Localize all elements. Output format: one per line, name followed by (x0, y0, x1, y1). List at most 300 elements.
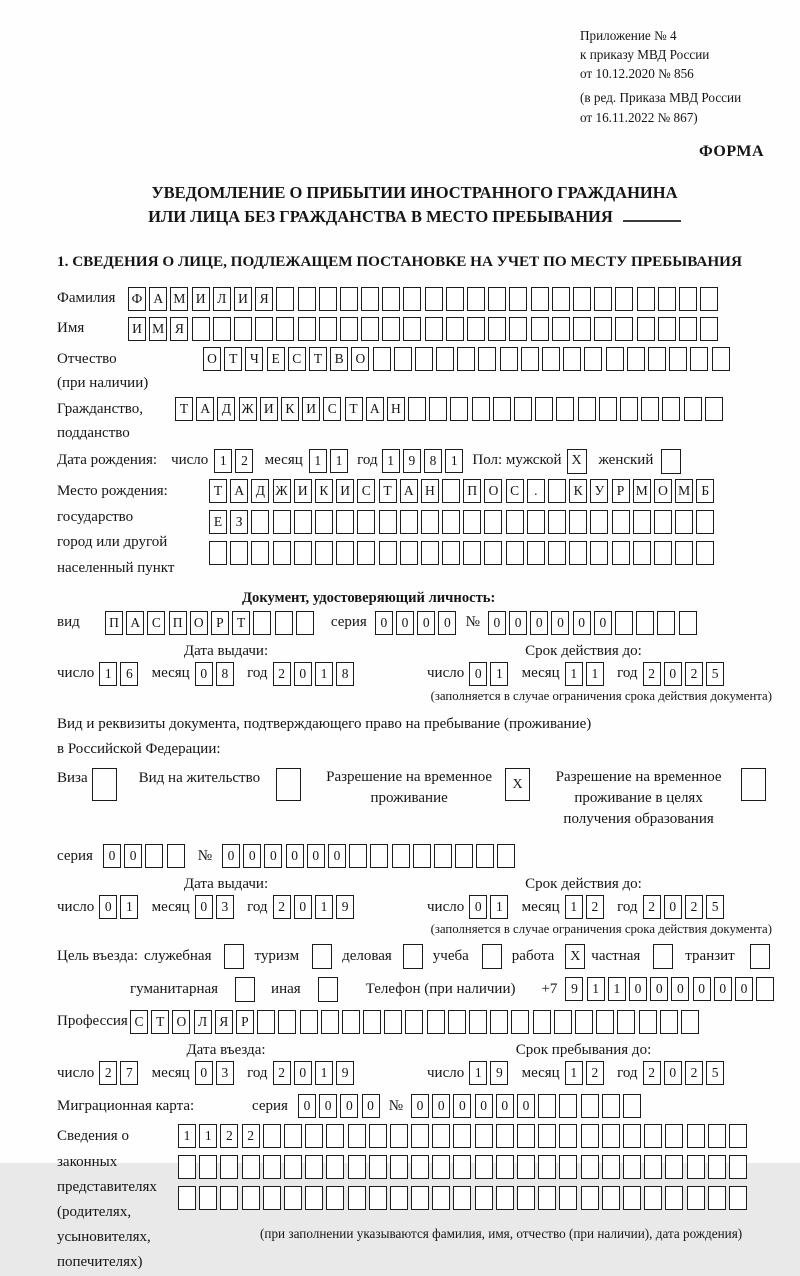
char-cell[interactable] (648, 347, 666, 371)
char-cell[interactable] (756, 977, 774, 1001)
char-cell[interactable] (361, 287, 379, 311)
char-cell[interactable] (590, 510, 608, 534)
purpose-chastnaya-checkbox[interactable] (653, 944, 673, 969)
char-cell[interactable] (349, 844, 367, 868)
char-cell[interactable] (278, 1010, 296, 1034)
char-cell[interactable]: 0 (103, 844, 121, 868)
char-cell[interactable] (478, 347, 496, 371)
purpose-sluzhebnaya-checkbox[interactable] (224, 944, 244, 969)
char-cell[interactable] (554, 1010, 572, 1034)
temp-permit-checkbox[interactable]: X (505, 768, 530, 801)
char-cell[interactable]: 3 (216, 895, 234, 919)
char-cell[interactable] (662, 397, 680, 421)
char-cell[interactable]: 0 (469, 895, 487, 919)
char-cell[interactable] (521, 347, 539, 371)
char-cell[interactable]: Т (309, 347, 327, 371)
char-cell[interactable] (531, 287, 549, 311)
char-cell[interactable]: С (130, 1010, 148, 1034)
char-cell[interactable] (684, 397, 702, 421)
char-cell[interactable]: 0 (594, 611, 612, 635)
char-cell[interactable] (594, 317, 612, 341)
char-cell[interactable] (305, 1124, 323, 1148)
char-cell[interactable]: 0 (222, 844, 240, 868)
char-cell[interactable] (633, 510, 651, 534)
char-cell[interactable]: И (260, 397, 278, 421)
char-cell[interactable] (394, 347, 412, 371)
char-cell[interactable] (556, 397, 574, 421)
char-cell[interactable] (669, 347, 687, 371)
char-cell[interactable] (321, 1010, 339, 1034)
char-cell[interactable] (298, 317, 316, 341)
char-cell[interactable] (606, 347, 624, 371)
char-cell[interactable] (497, 844, 515, 868)
char-cell[interactable] (436, 347, 454, 371)
char-cell[interactable]: 9 (336, 895, 354, 919)
char-cell[interactable] (251, 541, 269, 565)
char-cell[interactable] (369, 1155, 387, 1179)
char-cell[interactable] (305, 1186, 323, 1210)
char-cell[interactable]: А (126, 611, 144, 635)
char-cell[interactable]: 0 (693, 977, 711, 1001)
char-cell[interactable] (294, 510, 312, 534)
char-cell[interactable] (511, 1010, 529, 1034)
char-cell[interactable]: П (169, 611, 187, 635)
char-cell[interactable]: С (147, 611, 165, 635)
char-cell[interactable] (348, 1186, 366, 1210)
char-cell[interactable] (298, 287, 316, 311)
char-cell[interactable] (538, 1155, 556, 1179)
char-cell[interactable]: 1 (315, 662, 333, 686)
char-cell[interactable] (535, 397, 553, 421)
char-cell[interactable]: 1 (586, 662, 604, 686)
char-cell[interactable] (213, 317, 231, 341)
char-cell[interactable] (363, 1010, 381, 1034)
char-cell[interactable]: 2 (273, 1061, 291, 1085)
char-cell[interactable] (326, 1186, 344, 1210)
char-cell[interactable]: 1 (565, 662, 583, 686)
char-cell[interactable] (660, 1010, 678, 1034)
char-cell[interactable] (506, 510, 524, 534)
char-cell[interactable] (506, 541, 524, 565)
char-cell[interactable] (432, 1186, 450, 1210)
char-cell[interactable] (581, 1186, 599, 1210)
char-cell[interactable] (348, 1155, 366, 1179)
char-cell[interactable] (484, 541, 502, 565)
char-cell[interactable] (596, 1010, 614, 1034)
char-cell[interactable]: С (288, 347, 306, 371)
char-cell[interactable]: З (230, 510, 248, 534)
char-cell[interactable]: К (315, 479, 333, 503)
char-cell[interactable] (340, 287, 358, 311)
char-cell[interactable] (658, 317, 676, 341)
char-cell[interactable] (552, 287, 570, 311)
char-cell[interactable] (411, 1186, 429, 1210)
char-cell[interactable] (392, 844, 410, 868)
char-cell[interactable]: 0 (551, 611, 569, 635)
char-cell[interactable] (627, 347, 645, 371)
char-cell[interactable]: 2 (685, 662, 703, 686)
char-cell[interactable]: О (351, 347, 369, 371)
char-cell[interactable] (421, 510, 439, 534)
char-cell[interactable] (411, 1155, 429, 1179)
char-cell[interactable] (675, 510, 693, 534)
char-cell[interactable]: 2 (99, 1061, 117, 1085)
char-cell[interactable]: В (330, 347, 348, 371)
char-cell[interactable]: 1 (608, 977, 626, 1001)
char-cell[interactable] (178, 1186, 196, 1210)
char-cell[interactable] (644, 1124, 662, 1148)
char-cell[interactable] (276, 317, 294, 341)
purpose-delovaya-checkbox[interactable] (403, 944, 423, 969)
char-cell[interactable]: 2 (220, 1124, 238, 1148)
char-cell[interactable]: 1 (445, 449, 463, 473)
char-cell[interactable]: Н (421, 479, 439, 503)
char-cell[interactable]: 9 (336, 1061, 354, 1085)
char-cell[interactable]: 1 (214, 449, 232, 473)
char-cell[interactable] (257, 1010, 275, 1034)
char-cell[interactable] (472, 397, 490, 421)
char-cell[interactable]: С (357, 479, 375, 503)
char-cell[interactable] (369, 1124, 387, 1148)
char-cell[interactable] (658, 287, 676, 311)
char-cell[interactable] (403, 287, 421, 311)
char-cell[interactable]: 1 (330, 449, 348, 473)
char-cell[interactable] (548, 510, 566, 534)
char-cell[interactable] (679, 611, 697, 635)
char-cell[interactable] (242, 1186, 260, 1210)
char-cell[interactable] (581, 1094, 599, 1118)
char-cell[interactable]: 0 (671, 977, 689, 1001)
char-cell[interactable]: Л (194, 1010, 212, 1034)
char-cell[interactable] (192, 317, 210, 341)
char-cell[interactable] (575, 1010, 593, 1034)
char-cell[interactable] (644, 1155, 662, 1179)
char-cell[interactable] (276, 287, 294, 311)
char-cell[interactable] (484, 510, 502, 534)
char-cell[interactable] (509, 287, 527, 311)
char-cell[interactable] (690, 347, 708, 371)
char-cell[interactable] (687, 1186, 705, 1210)
char-cell[interactable] (319, 287, 337, 311)
char-cell[interactable]: 2 (685, 895, 703, 919)
char-cell[interactable]: 0 (195, 895, 213, 919)
char-cell[interactable] (384, 1010, 402, 1034)
char-cell[interactable]: 1 (565, 895, 583, 919)
char-cell[interactable]: 2 (643, 1061, 661, 1085)
char-cell[interactable] (434, 844, 452, 868)
char-cell[interactable] (275, 611, 293, 635)
char-cell[interactable] (379, 510, 397, 534)
char-cell[interactable]: Р (236, 1010, 254, 1034)
char-cell[interactable] (442, 541, 460, 565)
char-cell[interactable]: 8 (216, 662, 234, 686)
char-cell[interactable] (361, 317, 379, 341)
char-cell[interactable]: 0 (243, 844, 261, 868)
char-cell[interactable] (421, 541, 439, 565)
purpose-tranzit-checkbox[interactable] (750, 944, 770, 969)
char-cell[interactable]: Е (209, 510, 227, 534)
char-cell[interactable]: 0 (307, 844, 325, 868)
char-cell[interactable] (527, 541, 545, 565)
char-cell[interactable]: 0 (328, 844, 346, 868)
char-cell[interactable] (475, 1155, 493, 1179)
char-cell[interactable]: 2 (273, 662, 291, 686)
char-cell[interactable] (415, 347, 433, 371)
char-cell[interactable]: А (366, 397, 384, 421)
char-cell[interactable] (340, 317, 358, 341)
char-cell[interactable]: О (172, 1010, 190, 1034)
char-cell[interactable]: 0 (396, 611, 414, 635)
char-cell[interactable]: 0 (488, 611, 506, 635)
char-cell[interactable] (315, 510, 333, 534)
char-cell[interactable]: 0 (294, 895, 312, 919)
char-cell[interactable] (469, 1010, 487, 1034)
char-cell[interactable]: 8 (336, 662, 354, 686)
char-cell[interactable] (305, 1155, 323, 1179)
char-cell[interactable] (552, 317, 570, 341)
char-cell[interactable] (263, 1186, 281, 1210)
char-cell[interactable] (496, 1155, 514, 1179)
char-cell[interactable]: Ч (245, 347, 263, 371)
char-cell[interactable] (390, 1186, 408, 1210)
char-cell[interactable]: 0 (509, 611, 527, 635)
char-cell[interactable]: Я (170, 317, 188, 341)
char-cell[interactable]: 1 (315, 1061, 333, 1085)
char-cell[interactable] (687, 1155, 705, 1179)
char-cell[interactable]: А (196, 397, 214, 421)
char-cell[interactable]: 0 (664, 1061, 682, 1085)
char-cell[interactable] (411, 1124, 429, 1148)
char-cell[interactable]: 1 (490, 662, 508, 686)
char-cell[interactable]: И (128, 317, 146, 341)
char-cell[interactable]: С (506, 479, 524, 503)
char-cell[interactable]: 0 (714, 977, 732, 1001)
char-cell[interactable] (390, 1124, 408, 1148)
char-cell[interactable] (442, 510, 460, 534)
char-cell[interactable] (602, 1186, 620, 1210)
char-cell[interactable] (542, 347, 560, 371)
temp-permit-edu-checkbox[interactable] (741, 768, 766, 801)
char-cell[interactable]: . (527, 479, 545, 503)
char-cell[interactable] (665, 1155, 683, 1179)
char-cell[interactable]: 2 (586, 1061, 604, 1085)
char-cell[interactable] (712, 347, 730, 371)
char-cell[interactable]: М (675, 479, 693, 503)
char-cell[interactable] (475, 1124, 493, 1148)
char-cell[interactable] (615, 317, 633, 341)
purpose-rabota-checkbox[interactable]: X (565, 944, 585, 969)
char-cell[interactable] (455, 844, 473, 868)
char-cell[interactable] (450, 397, 468, 421)
char-cell[interactable]: 0 (496, 1094, 514, 1118)
char-cell[interactable] (493, 397, 511, 421)
char-cell[interactable] (475, 1186, 493, 1210)
char-cell[interactable] (615, 611, 633, 635)
char-cell[interactable]: 1 (565, 1061, 583, 1085)
char-cell[interactable] (602, 1094, 620, 1118)
char-cell[interactable]: 0 (411, 1094, 429, 1118)
purpose-ucheba-checkbox[interactable] (482, 944, 502, 969)
purpose-inaya-checkbox[interactable] (318, 977, 338, 1002)
char-cell[interactable] (578, 397, 596, 421)
char-cell[interactable]: 0 (319, 1094, 337, 1118)
char-cell[interactable]: 2 (586, 895, 604, 919)
char-cell[interactable]: 2 (242, 1124, 260, 1148)
char-cell[interactable]: Т (345, 397, 363, 421)
char-cell[interactable]: 5 (706, 1061, 724, 1085)
char-cell[interactable] (559, 1124, 577, 1148)
char-cell[interactable]: 0 (294, 1061, 312, 1085)
char-cell[interactable] (599, 397, 617, 421)
char-cell[interactable] (242, 1155, 260, 1179)
char-cell[interactable] (467, 317, 485, 341)
char-cell[interactable] (405, 1010, 423, 1034)
char-cell[interactable] (294, 541, 312, 565)
char-cell[interactable] (432, 1124, 450, 1148)
char-cell[interactable]: 0 (124, 844, 142, 868)
char-cell[interactable] (199, 1155, 217, 1179)
char-cell[interactable] (569, 510, 587, 534)
char-cell[interactable] (581, 1155, 599, 1179)
char-cell[interactable] (326, 1124, 344, 1148)
char-cell[interactable] (413, 844, 431, 868)
char-cell[interactable] (336, 541, 354, 565)
char-cell[interactable]: 1 (587, 977, 605, 1001)
char-cell[interactable] (639, 1010, 657, 1034)
char-cell[interactable] (369, 1186, 387, 1210)
char-cell[interactable]: О (190, 611, 208, 635)
char-cell[interactable]: 0 (432, 1094, 450, 1118)
char-cell[interactable] (425, 317, 443, 341)
char-cell[interactable] (453, 1155, 471, 1179)
char-cell[interactable]: О (654, 479, 672, 503)
char-cell[interactable]: 0 (530, 611, 548, 635)
char-cell[interactable] (654, 510, 672, 534)
char-cell[interactable]: 9 (403, 449, 421, 473)
char-cell[interactable]: 1 (469, 1061, 487, 1085)
char-cell[interactable]: Т (232, 611, 250, 635)
char-cell[interactable] (463, 541, 481, 565)
char-cell[interactable] (230, 541, 248, 565)
char-cell[interactable]: Б (696, 479, 714, 503)
char-cell[interactable]: П (463, 479, 481, 503)
char-cell[interactable] (284, 1124, 302, 1148)
char-cell[interactable] (273, 541, 291, 565)
char-cell[interactable]: 1 (99, 662, 117, 686)
char-cell[interactable] (251, 510, 269, 534)
char-cell[interactable] (429, 397, 447, 421)
char-cell[interactable] (563, 347, 581, 371)
char-cell[interactable] (379, 541, 397, 565)
char-cell[interactable] (548, 479, 566, 503)
char-cell[interactable] (273, 510, 291, 534)
char-cell[interactable]: 0 (650, 977, 668, 1001)
char-cell[interactable]: 8 (424, 449, 442, 473)
char-cell[interactable] (612, 510, 630, 534)
char-cell[interactable]: 2 (273, 895, 291, 919)
char-cell[interactable] (403, 317, 421, 341)
char-cell[interactable] (538, 1094, 556, 1118)
char-cell[interactable] (476, 844, 494, 868)
char-cell[interactable] (696, 541, 714, 565)
char-cell[interactable] (559, 1186, 577, 1210)
char-cell[interactable] (209, 541, 227, 565)
char-cell[interactable] (581, 1124, 599, 1148)
char-cell[interactable] (457, 347, 475, 371)
char-cell[interactable] (199, 1186, 217, 1210)
purpose-turizm-checkbox[interactable] (312, 944, 332, 969)
char-cell[interactable]: Ж (273, 479, 291, 503)
char-cell[interactable] (679, 317, 697, 341)
char-cell[interactable]: П (105, 611, 123, 635)
char-cell[interactable] (705, 397, 723, 421)
char-cell[interactable]: Д (217, 397, 235, 421)
char-cell[interactable]: Т (151, 1010, 169, 1034)
char-cell[interactable] (590, 541, 608, 565)
char-cell[interactable] (490, 1010, 508, 1034)
char-cell[interactable] (446, 287, 464, 311)
char-cell[interactable]: К (569, 479, 587, 503)
char-cell[interactable]: 2 (235, 449, 253, 473)
char-cell[interactable] (637, 317, 655, 341)
char-cell[interactable] (517, 1186, 535, 1210)
char-cell[interactable] (620, 397, 638, 421)
char-cell[interactable] (594, 287, 612, 311)
char-cell[interactable]: А (230, 479, 248, 503)
char-cell[interactable]: 0 (375, 611, 393, 635)
char-cell[interactable]: Ж (239, 397, 257, 421)
char-cell[interactable] (296, 611, 314, 635)
char-cell[interactable] (446, 317, 464, 341)
char-cell[interactable]: Р (211, 611, 229, 635)
char-cell[interactable] (612, 541, 630, 565)
char-cell[interactable] (488, 287, 506, 311)
char-cell[interactable]: Я (215, 1010, 233, 1034)
char-cell[interactable] (517, 1155, 535, 1179)
char-cell[interactable] (255, 317, 273, 341)
char-cell[interactable] (548, 541, 566, 565)
char-cell[interactable]: 0 (195, 662, 213, 686)
char-cell[interactable] (427, 1010, 445, 1034)
char-cell[interactable]: 0 (453, 1094, 471, 1118)
char-cell[interactable] (538, 1124, 556, 1148)
char-cell[interactable] (382, 287, 400, 311)
char-cell[interactable] (623, 1094, 641, 1118)
char-cell[interactable]: 0 (340, 1094, 358, 1118)
char-cell[interactable] (617, 1010, 635, 1034)
char-cell[interactable] (167, 844, 185, 868)
char-cell[interactable]: 2 (643, 662, 661, 686)
char-cell[interactable] (496, 1186, 514, 1210)
char-cell[interactable]: 0 (517, 1094, 535, 1118)
char-cell[interactable] (623, 1155, 641, 1179)
char-cell[interactable] (533, 1010, 551, 1034)
char-cell[interactable] (432, 1155, 450, 1179)
char-cell[interactable] (654, 541, 672, 565)
char-cell[interactable] (696, 510, 714, 534)
char-cell[interactable] (357, 541, 375, 565)
purpose-gumanitarnaya-checkbox[interactable] (235, 977, 255, 1002)
char-cell[interactable]: Н (387, 397, 405, 421)
char-cell[interactable] (675, 541, 693, 565)
char-cell[interactable]: 0 (438, 611, 456, 635)
char-cell[interactable] (729, 1124, 747, 1148)
char-cell[interactable]: 1 (315, 895, 333, 919)
char-cell[interactable] (509, 317, 527, 341)
char-cell[interactable]: 0 (475, 1094, 493, 1118)
char-cell[interactable] (559, 1155, 577, 1179)
char-cell[interactable]: А (400, 479, 418, 503)
